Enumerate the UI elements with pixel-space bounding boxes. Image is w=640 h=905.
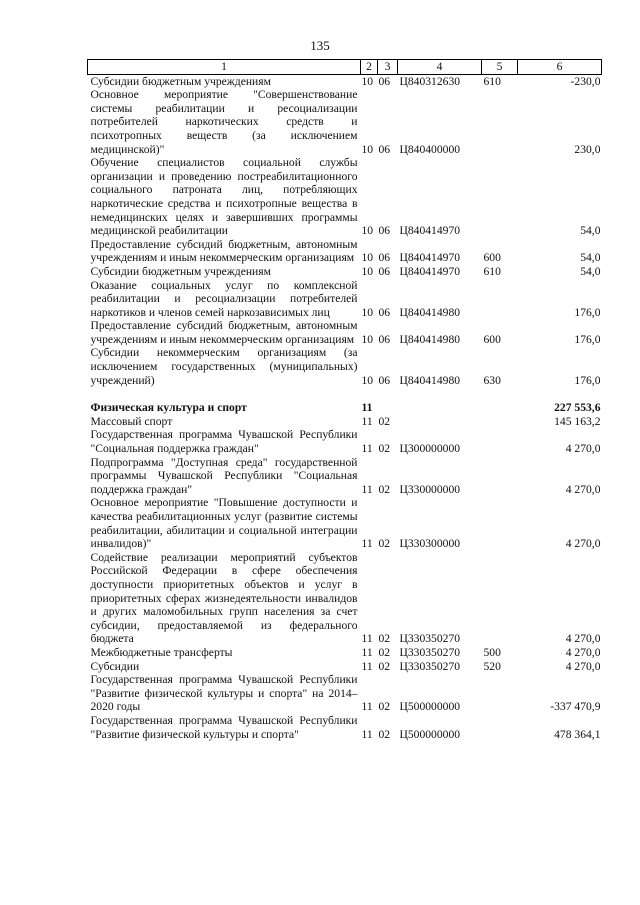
row-name-cell: Субсидии некоммерческим организациям (за исключением государственных (муниципальных) учреждений) (90, 346, 358, 387)
table-row (88, 415, 602, 429)
row-section-cell: 11 (361, 727, 373, 741)
row-subsection-cell: 06 (378, 373, 391, 387)
row-expense-type-cell (482, 714, 518, 741)
row-expense-type-cell (482, 415, 518, 429)
row-section-cell: 11 (361, 401, 373, 415)
row-target-article-cell: Ц840414970 (399, 264, 461, 278)
header-col-6: 6 (518, 60, 602, 75)
table-row (88, 238, 602, 265)
row-name-cell: Основное мероприятие "Повышение доступности и качества реабилитационных услуг (развитие системы реабилитации, абилитации и социальной интеграции инвалидов)" (90, 496, 358, 551)
table-row (88, 279, 602, 320)
row-amount-cell: -337 470,9 (550, 700, 601, 714)
table-row (88, 646, 602, 660)
row-expense-type-cell: 630 (483, 373, 501, 387)
row-name-cell: Государственная программа Чувашской Республики "Развитие физической культуры и спорта" на 2014–2020 годы (90, 673, 358, 714)
table-row (88, 673, 602, 714)
row-expense-type-cell: 610 (483, 74, 501, 88)
table-row (88, 401, 602, 415)
row-target-article-cell: Ц330350270 (399, 632, 461, 646)
header-row (88, 60, 602, 75)
row-amount-cell: 176,0 (574, 373, 601, 387)
row-target-article-cell (398, 415, 482, 429)
row-amount-cell: 54,0 (580, 264, 601, 278)
header-col-4: 4 (398, 60, 482, 75)
row-expense-type-cell: 610 (483, 264, 501, 278)
row-expense-type-cell (482, 401, 518, 415)
row-amount-cell: 145 163,2 (554, 414, 601, 428)
row-subsection-cell: 02 (378, 632, 391, 646)
row-section-cell: 11 (361, 414, 373, 428)
row-amount-cell: 4 270,0 (565, 632, 601, 646)
row-subsection-cell: 02 (378, 537, 391, 551)
row-amount-cell: 4 270,0 (565, 645, 601, 659)
row-section-cell: 11 (361, 537, 373, 551)
table-body (88, 74, 602, 741)
row-name-cell: Подпрограмма "Доступная среда" государственной программы Чувашской Республики "Социальная поддержка граждан" (90, 455, 358, 496)
row-name-cell: Субсидии бюджетным учреждениям (90, 264, 271, 278)
row-name-cell: Содействие реализации мероприятий субъектов Российской Федерации в сфере обеспечения доступности приоритетных объектов и услуг в приоритетных сферах жизнедеятельности инвалидов и других маломобильных групп населения за счет субсидии, предоставляемой из федерального бюджета (90, 550, 358, 646)
row-name-cell: Оказание социальных услуг по комплексной реабилитации и ресоциализации потребителей наркотиков и членов семей наркозависимых лиц (90, 278, 358, 319)
row-section-cell: 10 (361, 224, 374, 238)
row-section-cell: 11 (361, 645, 373, 659)
table-header (88, 60, 602, 75)
row-subsection-cell: 06 (378, 224, 391, 238)
row-name-cell: Межбюджетные трансферты (90, 645, 233, 659)
row-expense-type-cell (482, 88, 518, 156)
row-section-cell: 10 (361, 251, 374, 265)
header-col-5: 5 (482, 60, 518, 75)
budget-table (87, 59, 602, 741)
row-target-article-cell: Ц840414980 (399, 373, 461, 387)
table-row (88, 496, 602, 550)
row-section-cell: 10 (361, 264, 374, 278)
row-expense-type-cell: 600 (483, 332, 501, 346)
row-subsection-cell: 06 (378, 305, 391, 319)
row-subsection-cell: 06 (378, 74, 391, 88)
row-subsection-cell: 02 (378, 414, 391, 428)
row-name-cell: Государственная программа Чувашской Республики "Социальная поддержка граждан" (90, 428, 358, 456)
row-subsection-cell: 02 (378, 659, 391, 673)
table-row (88, 88, 602, 156)
table-row (88, 714, 602, 741)
row-expense-type-cell: 600 (483, 251, 501, 265)
row-target-article-cell: Ц840414970 (399, 224, 461, 238)
spacer-cell (88, 387, 602, 401)
row-subsection-cell: 02 (378, 482, 391, 496)
row-section-cell: 10 (361, 74, 374, 88)
row-name-cell: Массовый спорт (90, 414, 173, 428)
table-row (88, 660, 602, 674)
table-row (88, 156, 602, 238)
row-expense-type-cell (482, 428, 518, 455)
row-target-article-cell: Ц500000000 (399, 700, 461, 714)
row-amount-cell: 4 270,0 (565, 537, 601, 551)
table-row (88, 551, 602, 646)
row-section-cell: 10 (361, 305, 374, 319)
row-target-article-cell: Ц840414970 (399, 251, 461, 265)
row-subsection-cell (378, 401, 398, 415)
row-expense-type-cell (482, 279, 518, 320)
row-target-article-cell: Ц330350270 (399, 659, 461, 673)
row-expense-type-cell: 500 (483, 645, 501, 659)
table-row (88, 265, 602, 279)
row-name-cell: Государственная программа Чувашской Республики "Развитие физической культуры и спорта" (90, 713, 358, 741)
row-section-cell: 11 (361, 632, 373, 646)
row-expense-type-cell (482, 673, 518, 714)
row-amount-cell: 227 553,6 (554, 401, 601, 415)
row-amount-cell: 230,0 (574, 142, 601, 156)
row-target-article-cell: Ц300000000 (399, 442, 461, 456)
row-target-article-cell: Ц840312630 (399, 74, 461, 88)
row-subsection-cell: 06 (378, 142, 391, 156)
table-row (88, 346, 602, 387)
row-section-cell: 10 (361, 332, 374, 346)
row-subsection-cell: 06 (378, 264, 391, 278)
row-target-article-cell: Ц840414980 (399, 305, 461, 319)
header-col-1: 1 (88, 60, 361, 75)
row-subsection-cell: 02 (378, 700, 391, 714)
row-section-cell: 11 (361, 659, 373, 673)
row-subsection-cell: 02 (378, 442, 391, 456)
table-row (88, 74, 602, 88)
row-expense-type-cell (482, 456, 518, 497)
row-amount-cell: 176,0 (574, 332, 601, 346)
row-expense-type-cell: 520 (483, 659, 501, 673)
row-amount-cell: 478 364,1 (554, 727, 601, 741)
row-expense-type-cell (482, 496, 518, 550)
row-name-cell: Предоставление субсидий бюджетным, автономным учреждениям и иным некоммерческим организациям (90, 237, 358, 265)
row-amount-cell: 4 270,0 (565, 442, 601, 456)
row-target-article-cell (398, 401, 482, 415)
header-col-3: 3 (378, 60, 398, 75)
row-name-cell: Основное мероприятие "Совершенствование системы реабилитации и ресоциализации потребителей наркотических средств и психотропных веществ (за исключением медицинской)" (90, 88, 358, 156)
row-amount-cell: 4 270,0 (565, 659, 601, 673)
row-amount-cell: 54,0 (580, 224, 601, 238)
row-amount-cell: 4 270,0 (565, 482, 601, 496)
row-subsection-cell: 06 (378, 332, 391, 346)
row-section-cell: 10 (361, 373, 374, 387)
row-section-cell: 11 (361, 482, 373, 496)
row-subsection-cell: 02 (378, 645, 391, 659)
row-amount-cell: 176,0 (574, 305, 601, 319)
row-target-article-cell: Ц840400000 (399, 142, 461, 156)
row-target-article-cell: Ц840414980 (399, 332, 461, 346)
page-number: 135 (310, 38, 330, 53)
row-section-cell: 11 (361, 442, 373, 456)
spacer-row (88, 387, 602, 401)
row-expense-type-cell (482, 156, 518, 238)
row-name-cell: Обучение специалистов социальной службы организации и проведению постреабилитационного социального патроната лиц, потребляющих наркотические средства и психотропные вещества в немедицинских целях и завершивших программы медицинской реабилитации (90, 156, 358, 238)
row-amount-cell: -230,0 (570, 74, 601, 88)
row-amount-cell: 54,0 (580, 251, 601, 265)
row-subsection-cell: 06 (378, 251, 391, 265)
row-section-cell: 11 (361, 700, 373, 714)
table-row (88, 428, 602, 455)
table-row (88, 319, 602, 346)
row-target-article-cell: Ц330300000 (399, 537, 461, 551)
row-expense-type-cell (482, 551, 518, 646)
row-name-cell: Предоставление субсидий бюджетным, автономным учреждениям и иным некоммерческим организациям (90, 319, 358, 346)
header-col-2: 2 (361, 60, 378, 75)
row-subsection-cell: 02 (378, 727, 391, 741)
row-target-article-cell: Ц330000000 (399, 482, 461, 496)
table-row (88, 456, 602, 497)
row-name-cell: Субсидии бюджетным учреждениям (90, 74, 271, 88)
row-section-cell: 10 (361, 142, 374, 156)
row-target-article-cell: Ц500000000 (399, 727, 461, 741)
row-name-cell: Субсидии (90, 659, 140, 673)
row-name-cell: Физическая культура и спорт (90, 401, 247, 415)
row-target-article-cell: Ц330350270 (399, 645, 461, 659)
